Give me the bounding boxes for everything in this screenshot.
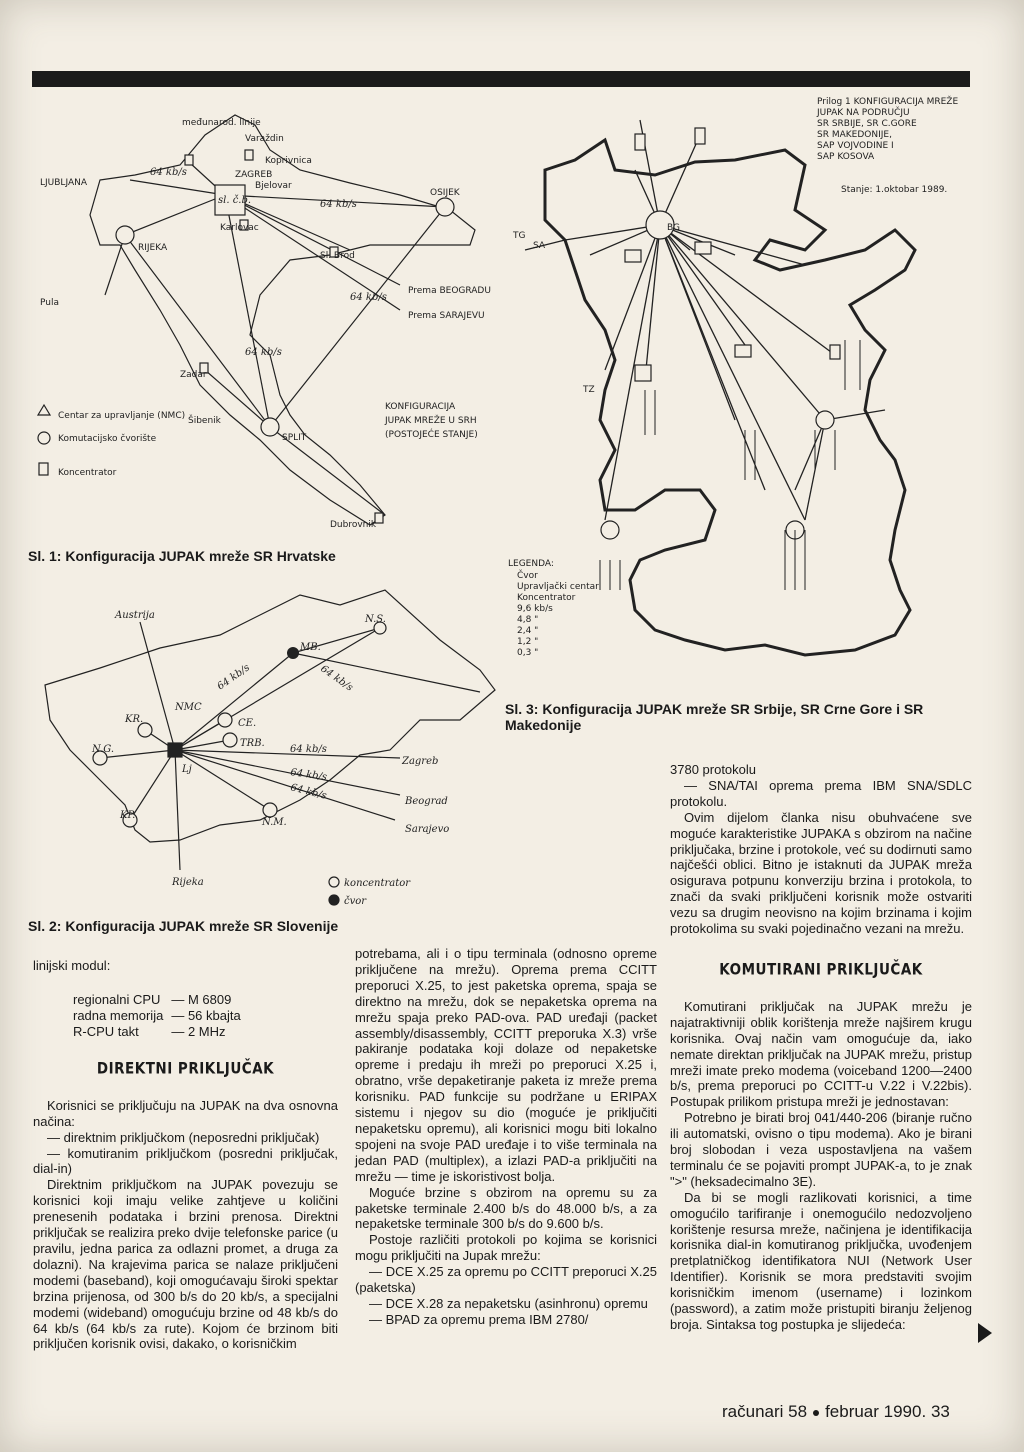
legend-node: Komutacijsko čvorište [58,434,157,444]
fig3-legend-title: LEGENDA: [508,559,554,569]
label-speed-3: 64 kb/s [350,292,387,303]
fig1-title-line-2: JUPAK MREŽE U SRH [385,416,477,426]
page-footer [722,1402,950,1422]
fig1-title-line-1: KONFIGURACIJA [385,402,456,412]
table-cell: — 56 kbajta [171,1007,241,1023]
paragraph: — direktnim priključkom (neposredni priključak) [47,1129,320,1145]
label-speed-2: 64 kb/s [150,167,187,178]
paragraph: Potrebno je birati broj 041/440-206 (biranje ručno ili automatski, ovisno o tipu modema). Ako je birani broj slobodan i veza uspostavljena na vašem terminalu će se pojaviti prompt JUPAK-a, to je znak ">" (heksadecimalno 3E). [670,1110,972,1189]
label-osijek: OSIJEK [430,188,460,198]
label-mb: MB. [300,642,321,653]
label-kp: KP. [120,810,136,821]
paragraph: Da bi se mogli razlikovati korisnici, a time omogućilo tarifiranje i onemogućilo nedozvoljeno korištenje resursa mreže, načinjena je identifikacija korisnika dial-in komutiranog priključka, uvođenjem pretplatničkog identifikatora NUI (Network User Identifier). Korisnik se mora predstaviti svojim korisničkim imenom (username) i lozinkom (password), a zatim može pristupiti biranju željenog broja. Sintaksa tog postupka je slijedeća: [670,1189,972,1332]
label-speed-4: 64 kb/s [245,347,282,358]
module-spec-table [73,992,249,1040]
fig3-node-tg: TG [513,231,526,241]
column-a [33,958,338,1352]
label-speed-1: 64 kb/s [215,662,252,693]
label-ns: N.S. [365,614,386,625]
bullet-icon [813,1410,819,1416]
figure-2-slovenia-map [40,580,500,910]
fig3-header-6: SAP KOSOVA [817,152,875,162]
label-ljubljana: LJUBLJANA [40,178,87,188]
paragraph: — BPAD za opremu prema IBM 2780/ [369,1311,589,1327]
fig3-legend-6: 2,4 " [517,626,539,636]
section-heading-direktni: DIREKTNI PRIKLJUČAK [96,1059,275,1079]
label-speed-2: 64 kb/s [318,663,355,694]
label-kr: KR. [125,714,144,725]
label-prema-beograd: Prema BEOGRADU [408,286,491,296]
label-zagreb: Zagreb [402,756,439,767]
fig3-header-3: SR SRBIJE, SR C.GORE [817,119,917,129]
label-trb: TRB. [240,738,265,749]
continue-arrow-icon [978,1323,992,1343]
legend-koncentrator: koncentrator [344,878,411,889]
figure-2-caption: Sl. 2: Konfiguracija JUPAK mreže SR Slovenije [28,918,339,934]
label-sl-cv: sl. č.b. [218,195,252,206]
paragraph: — SNA/TAI oprema prema IBM SNA/SDLC protokolu. [670,777,972,809]
label-karlovac: Karlovac [220,223,259,233]
table-cell: R-CPU takt [73,1023,139,1039]
fig3-header-5: SAP VOJVODINE I [817,141,894,151]
label-ce: CE. [238,718,257,729]
label-dubrovnik: Dubrovnik [330,520,377,530]
fig3-legend-2: Upravljački centar [517,582,599,592]
table-row [73,1024,249,1040]
label-rijeka: Rijeka [172,877,204,888]
fig1-title-line-3: (POSTOJEĆE STANJE) [385,430,478,440]
label-bjelovar: Bjelovar [255,181,292,191]
fig3-header-2: JUPAK NA PODRUČJU [817,108,910,118]
label-nm: N.M. [262,817,287,828]
table-cell: regionalni CPU [73,991,161,1007]
label-austrija: Austrija [115,610,155,621]
paragraph: Komutirani priključak na JUPAK mrežu je najatraktivniji oblik korištenja mreže najširem krugu korisnika. Ovaj način vam omogućuje da, iako nemate direktan priključak na JUPAK mrežu, pristup mreži imate preko modema (voiceband 1200—2400 b/s, prema preporuci po CCITT-u V.22 i V.22bis). Postupak prilikom pristupa mreži je jednostavan: [670,998,972,1110]
paragraph: — komutiranim priključkom (posredni priključak, dial-in) [33,1145,338,1177]
label-speed-3: 64 kb/s [290,744,327,755]
label-medunarodne-linije: međunarod. linije [182,118,261,128]
footer-page-number: 33 [930,1402,950,1421]
table-cell: — M 6809 [171,991,232,1007]
table-row [73,992,249,1008]
label-speed-1: 64 kb/s [320,199,357,210]
footer-magazine: računari 58 [722,1402,808,1421]
label-prema-sarajevo: Prema SARAJEVU [408,311,485,321]
paragraph: potrebama, ali i o tipu terminala (odnosno opreme priključene na mrežu). Oprema prema CCITT preporuci X.25, to jest paketska oprema, spaja se direktno na mrežu, dok se nepaketska oprema na mrežu spaja preko PAD-ova. PAD uređaji (packet assembly/disassembly, CCITT preporuka X.3) vrše pakiranje podataka koji dolaze od nepaketske opreme i predaju ih mreži po preporuci X.25 i, obratno, vrše depaketiranje paketa iz mreže prema korisniku. PAD funkcije su podržane u ERIPAX sistemu i njegov su dio (moguće je priključiti nepaketsku opremu), ali korisnici mogu biti lokalno spojeni na svoje PAD uređaje i to više terminala na jedan PAD (multiplex), a izlazi PAD-a priključiti na mrežu — time je iskoristivost bolja. [355,946,657,1184]
column-b [355,946,657,1328]
footer-issue: februar 1990. [825,1402,927,1421]
fig3-legend-8: 0,3 " [517,648,539,658]
label-split: SPLIT [282,433,307,443]
top-bar [32,71,970,87]
table-cell: — 2 MHz [171,1023,226,1039]
table-cell: radna memorija [73,1007,164,1023]
mb-node [287,647,299,659]
table-row [73,1008,249,1024]
label-sibenik: Šibenik [188,416,221,426]
paragraph: Ovim dijelom članka nisu obuhvaćene sve moguće karakteristike JUPAKA s obzirom na načine priključaka, brzine i protokole, već su dodirnuti samo najčešći oblici. Bitno je istaknuti da JUPAK mreža osigurava potpunu konverziju brzina i protokola, to znači da svaki priključeni korisnik može ostvariti vezu sa drugim neovisno na kojim brzinama i kojim protokolima su svaki pojedinačno vezani na mrežu. [670,809,972,937]
linijski-modul-intro: linijski modul: [33,958,111,973]
label-ng: N.G. [92,744,115,755]
figure-1-caption: Sl. 1: Konfiguracija JUPAK mreže SR Hrvatske [28,548,336,564]
fig3-stanje: Stanje: 1.oktobar 1989. [841,185,948,195]
fig3-header-4: SR MAKEDONIJE, [817,130,892,140]
label-sl-brod: Sl. Brod [320,251,355,261]
label-speed-5: 64 kb/s [289,782,328,802]
fig3-node-sa: SA [533,241,546,251]
fig3-node-tz: TZ [583,385,595,395]
paragraph: Moguće brzine s obzirom na opremu su za paketske terminale 2.400 b/s do 48.000 b/s, a za nepaketske terminale 300 b/s do 9.600 b/s. [355,1184,657,1232]
figure-3-caption: Sl. 3: Konfiguracija JUPAK mreže SR Srbije, SR Crne Gore i SR Makedonije [505,701,924,734]
label-beograd: Beograd [405,796,448,807]
section-heading-komutirani: KOMUTIRANI PRIKLJUČAK [719,960,923,980]
paragraph: Postoje različiti protokoli po kojima se korisnici mogu priključiti na Jupak mrežu: [355,1232,657,1264]
label-zagreb: ZAGREB [235,170,273,180]
label-varazdin: Varaždin [245,134,284,144]
label-nmc: NMC [175,702,202,713]
label-rijeka: RIJEKA [138,243,168,253]
fig3-header-1: Prilog 1 KONFIGURACIJA MREŽE [817,97,959,107]
paragraph: — DCE X.25 za opremu po CCITT preporuci X.25 (paketska) [355,1264,657,1296]
legend-concentrator: Koncentrator [58,468,117,478]
label-koprivnica: Koprivnica [265,156,312,166]
figure-3-serbia-map [505,90,975,670]
fig3-legend-1: Čvor [517,571,538,581]
fig3-legend-3: Koncentrator [517,593,576,603]
label-sarajevo: Sarajevo [405,824,450,835]
legend-cvor: čvor [344,896,367,907]
paragraph: 3780 protokolu [670,762,757,777]
fig3-legend-5: 4,8 " [517,615,539,625]
paragraph: Direktnim priključkom na JUPAK povezuju se korisnici koji imaju velike zahtjeve u količini prenesenih podataka i brzini prenosa. Direktni priključak se realizira preko dvije telefonske parice (u pravilu, jedna parica za odlazni promet, a druga za dolazni). Na krajevima parica se nalaze priključeni modemi (baseband), koji omogućavaju široki spektar brzina prijenosa, od 300 b/s do 20 kb/s, a specijalni modemi (wideband) omogućuju brzine od 48 kb/s do 64 kb/s (64 kb/s za rute). Kojom će brzinom biti priključen korisnik ovisi, dakako, o korisničkim [33,1177,338,1352]
legend-nmc: Centar za upravljanje (NMC) [58,411,186,421]
fig3-legend-4: 9,6 kb/s [517,604,553,614]
figure-1-croatia-map [30,95,510,535]
paragraph: — DCE X.28 za nepaketsku (asinhronu) opremu [369,1295,648,1311]
label-speed-4: 64 kb/s [289,767,328,784]
column-c [670,762,972,1333]
paragraph: Korisnici se priključuju na JUPAK na dva osnovna načina: [33,1097,338,1129]
fig3-legend-7: 1,2 " [517,637,539,647]
label-pula: Pula [40,298,59,308]
label-lj: Lj [182,764,192,775]
fig3-node-bg: BG [667,223,680,233]
label-zadar: Zadar [180,370,207,380]
